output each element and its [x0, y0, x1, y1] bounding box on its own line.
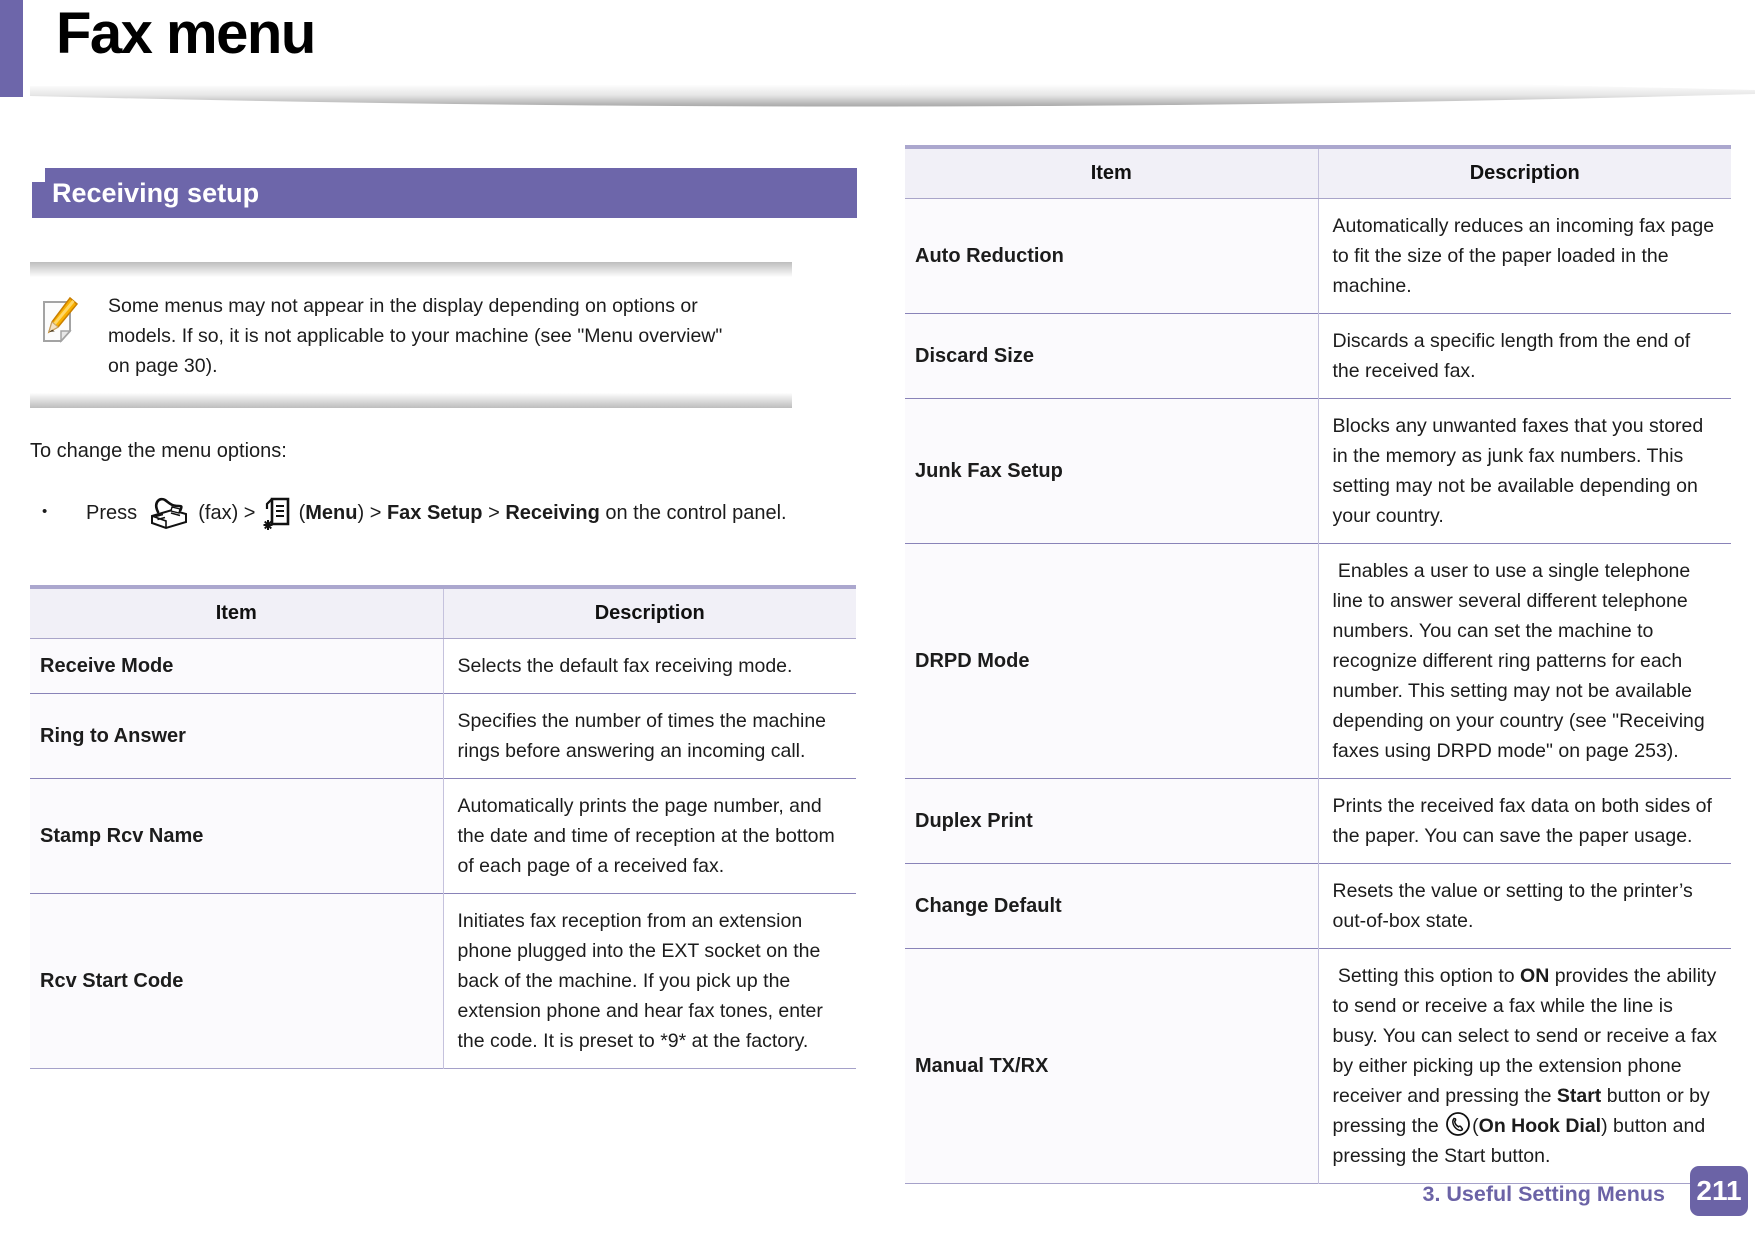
page-title: Fax menu: [56, 1, 315, 66]
bold-text: Menu: [305, 502, 358, 524]
description-cell: [443, 639, 856, 694]
receiving-setup-table-right: [905, 145, 1731, 1184]
text: Selects the default fax receiving mode.: [457, 655, 793, 677]
title-swoosh-divider: [0, 84, 1755, 112]
table-row: [30, 894, 856, 1069]
press-instruction-text: [86, 502, 787, 524]
text: Automatically prints the page number, and the date and time of reception at the bottom of each page of a received fax.: [457, 795, 835, 877]
note-box: [30, 262, 792, 408]
intro-text: To change the menu options:: [30, 440, 287, 462]
bold-text: ON: [1520, 965, 1550, 987]
note-text: Some menus may not appear in the display depending on options or models. If so, it is not applicable to your machine (see "Menu overview" on page 30).: [108, 295, 723, 377]
table-row: [905, 779, 1731, 864]
text: ) >: [357, 502, 387, 524]
note-top-divider: [30, 262, 792, 279]
item-cell: Change Default: [905, 864, 1318, 949]
table-row: [905, 314, 1731, 399]
item-cell: Junk Fax Setup: [905, 399, 1318, 544]
table-row: [905, 949, 1731, 1184]
table-row: [905, 544, 1731, 779]
text: Blocks any unwanted faxes that you stored in the memory as junk fax numbers. This setting may not be available depending on your country.: [1332, 415, 1704, 527]
text: ) button and pressing the Start button.: [1332, 1115, 1706, 1167]
menu-icon: [263, 496, 291, 532]
bullet: •: [42, 503, 48, 520]
description-cell: [1318, 544, 1731, 779]
bold-text: Start: [1556, 1085, 1602, 1107]
bold-text: Receiving: [505, 502, 600, 524]
description-cell: [1318, 399, 1731, 544]
item-cell: Duplex Print: [905, 779, 1318, 864]
table-row: [30, 779, 856, 894]
item-cell: Ring to Answer: [30, 694, 443, 779]
text: Specifies the number of times the machine rings before answering an incoming call.: [457, 710, 827, 762]
table-row: [905, 199, 1731, 314]
item-cell: Stamp Rcv Name: [30, 779, 443, 894]
title-accent-bar: [0, 0, 23, 97]
footer-chapter-label: 3. Useful Setting Menus: [1422, 1182, 1665, 1206]
text: (: [1472, 1115, 1479, 1137]
item-cell: Discard Size: [905, 314, 1318, 399]
press-instruction: [42, 490, 842, 535]
bold-text: Fax Setup: [386, 502, 483, 524]
on-hook-dial-icon: [1445, 1111, 1471, 1137]
text: button or by pressing the: [1332, 1085, 1710, 1137]
section-title: Receiving setup: [52, 178, 260, 208]
header-notch: [32, 168, 45, 182]
text: (fax) >: [192, 502, 262, 524]
text: Automatically reduces an incoming fax page to fit the size of the paper loaded in the machine.: [1332, 215, 1715, 297]
text: (: [293, 502, 306, 524]
description-cell: [1318, 779, 1731, 864]
pencil-note-icon: [40, 295, 82, 345]
footer-page-number: 211: [1690, 1166, 1748, 1216]
table-row: [30, 639, 856, 694]
description-cell: [443, 694, 856, 779]
description-cell: [443, 779, 856, 894]
item-cell: Rcv Start Code: [30, 894, 443, 1069]
description-cell: [443, 894, 856, 1069]
bold-text: On Hook Dial: [1478, 1115, 1602, 1137]
text: Discards a specific length from the end of the received fax.: [1332, 330, 1691, 382]
text: Resets the value or setting to the printer’s out-of-box state.: [1332, 880, 1693, 932]
text: Setting this option to: [1332, 965, 1521, 987]
description-cell: [1318, 199, 1731, 314]
description-cell: [1318, 864, 1731, 949]
item-cell: Receive Mode: [30, 639, 443, 694]
text: Enables a user to use a single telephone line to answer several different telephone numbers. You can set the machine to recognize different ring patterns for each number. This setting may not be available depending on your country (see "Receiving faxes using DRPD mode" on page 253).: [1332, 560, 1705, 762]
text: provides the ability to send or receive a fax while the line is busy. You can select to send or receive a fax by either picking up the extension phone receiver and pressing the: [1332, 965, 1717, 1107]
column-header-description: Description: [1318, 147, 1731, 199]
section-header-receiving-setup: [32, 168, 857, 218]
note-bottom-divider: [30, 391, 792, 408]
column-header-item: Item: [905, 147, 1318, 199]
text: on the control panel.: [599, 502, 787, 524]
receiving-setup-table-left: [30, 585, 856, 1069]
table-row: [905, 864, 1731, 949]
text: Prints the received fax data on both sides of the paper. You can save the paper usage.: [1332, 795, 1712, 847]
fax-icon: [145, 495, 191, 533]
text: Press: [86, 502, 143, 524]
description-cell: [1318, 949, 1731, 1184]
column-header-item: Item: [30, 587, 443, 639]
text: >: [482, 502, 506, 524]
item-cell: Auto Reduction: [905, 199, 1318, 314]
item-cell: Manual TX/RX: [905, 949, 1318, 1184]
table-row: [905, 399, 1731, 544]
text: Initiates fax reception from an extension phone plugged into the EXT socket on the back of the machine. If you pick up the extension phone and hear fax tones, enter the code. It is preset to *9* at the factory.: [457, 910, 823, 1052]
table-row: [30, 694, 856, 779]
column-header-description: Description: [443, 587, 856, 639]
item-cell: DRPD Mode: [905, 544, 1318, 779]
description-cell: [1318, 314, 1731, 399]
